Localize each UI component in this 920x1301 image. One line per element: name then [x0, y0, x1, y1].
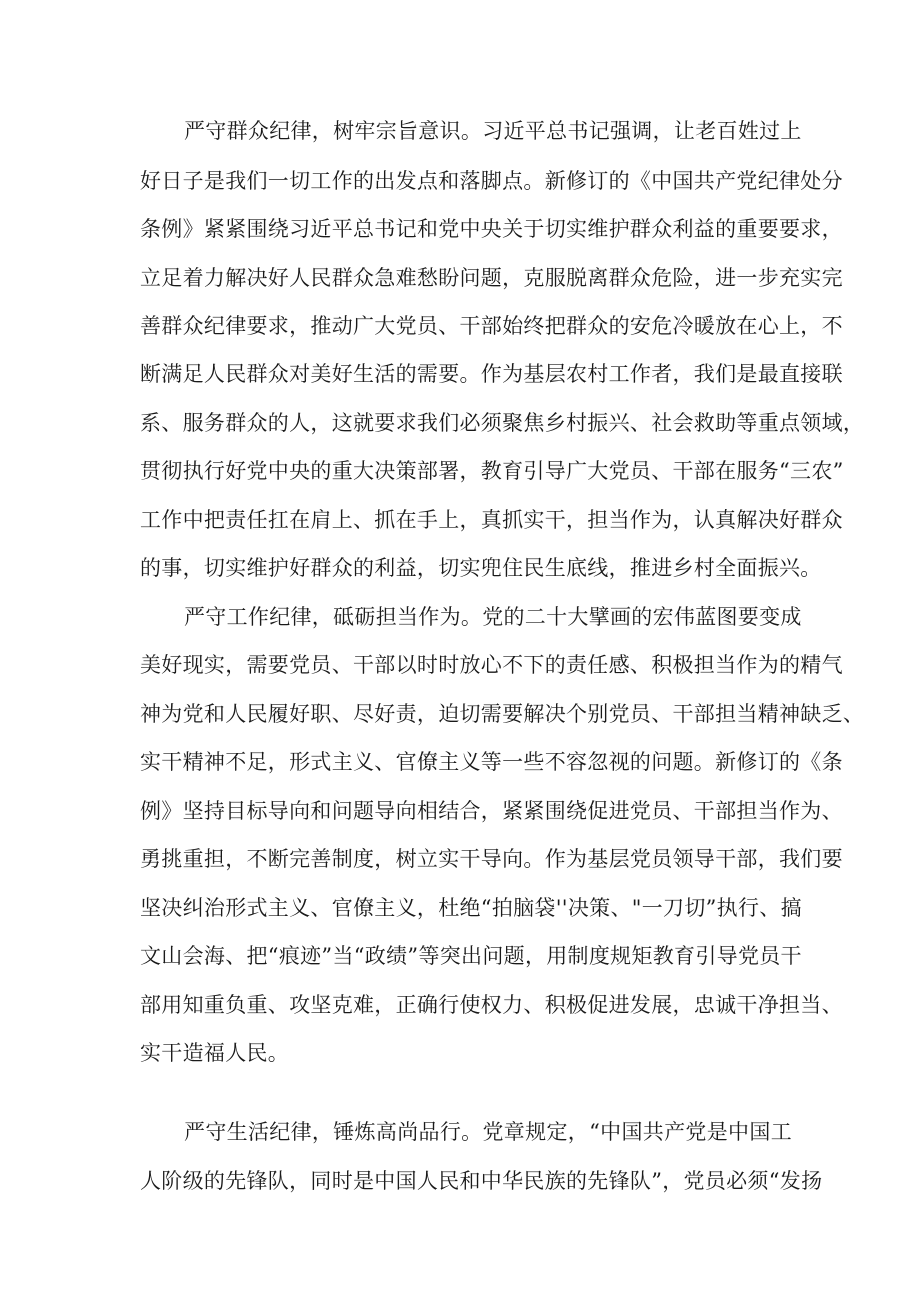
text-line: 严守群众纪律，树牢宗旨意识。习近平总书记强调，让老百姓过上 [184, 119, 802, 143]
text-line: 工作中把责任扛在肩上、抓在手上，真抓实干，担当作为，认真解决好群众 [140, 508, 843, 532]
text-line: 严守生活纪律，锤炼高尚品行。党章规定，“中国共产党是中国工 [184, 1120, 792, 1144]
text-line: 坚决纠治形式主义、官僚主义，杜绝“拍脑袋''决策、"一刀切”执行、搞 [140, 896, 802, 920]
text-line: 实干精神不足，形式主义、官僚主义等一些不容忽视的问题。新修订的《条 [140, 750, 843, 774]
text-line: 人阶级的先锋队，同时是中国人民和中华民族的先锋队”，党员必须“发扬 [140, 1169, 823, 1193]
text-line: 勇挑重担，不断完善制度，树立实干导向。作为基层党员领导干部，我们要 [140, 847, 843, 871]
text-line: 断满足人民群众对美好生活的需要。作为基层农村工作者，我们是最直接联 [140, 362, 843, 386]
text-line: 例》坚持目标导向和问题导向相结合，紧紧围绕促进党员、干部担当作为、 [140, 799, 843, 823]
text-line: 文山会海、把“痕迹”当“政绩”等突出问题，用制度规矩教育引导党员干 [140, 944, 802, 968]
text-line: 严守工作纪律，砥砺担当作为。党的二十大擘画的宏伟蓝图要变成 [184, 605, 802, 629]
text-line: 好日子是我们一切工作的出发点和落脚点。新修订的《中国共产党纪律处分 [140, 169, 843, 193]
text-line: 部用知重负重、攻坚克难，正确行使权力、积极促进发展，忠诚干净担当、 [140, 993, 843, 1017]
text-line: 实干造福人民。 [140, 1041, 290, 1065]
text-line: 条例》紧紧围绕习近平总书记和党中央关于切实维护群众利益的重要要求， [140, 217, 843, 241]
text-line: 的事，切实维护好群众的利益，切实兜住民生底线，推进乡村全面振兴。 [140, 556, 822, 580]
text-line: 贯彻执行好党中央的重大决策部署，教育引导广大党员、干部在服务“三农” [140, 459, 844, 483]
text-line: 神为党和人民履好职、尽好责，迫切需要解决个别党员、干部担当精神缺乏、 [140, 702, 865, 726]
text-line: 系、服务群众的人，这就要求我们必须聚焦乡村振兴、社会救助等重点领域， [140, 411, 865, 435]
text-line: 善群众纪律要求，推动广大党员、干部始终把群众的安危冷暖放在心上，不 [140, 314, 843, 338]
text-line: 美好现实，需要党员、干部以时时放心不下的责任感、积极担当作为的精气 [140, 653, 843, 677]
text-line: 立足着力解决好人民群众急难愁盼问题，克服脱离群众危险，进一步充实完 [140, 266, 843, 290]
